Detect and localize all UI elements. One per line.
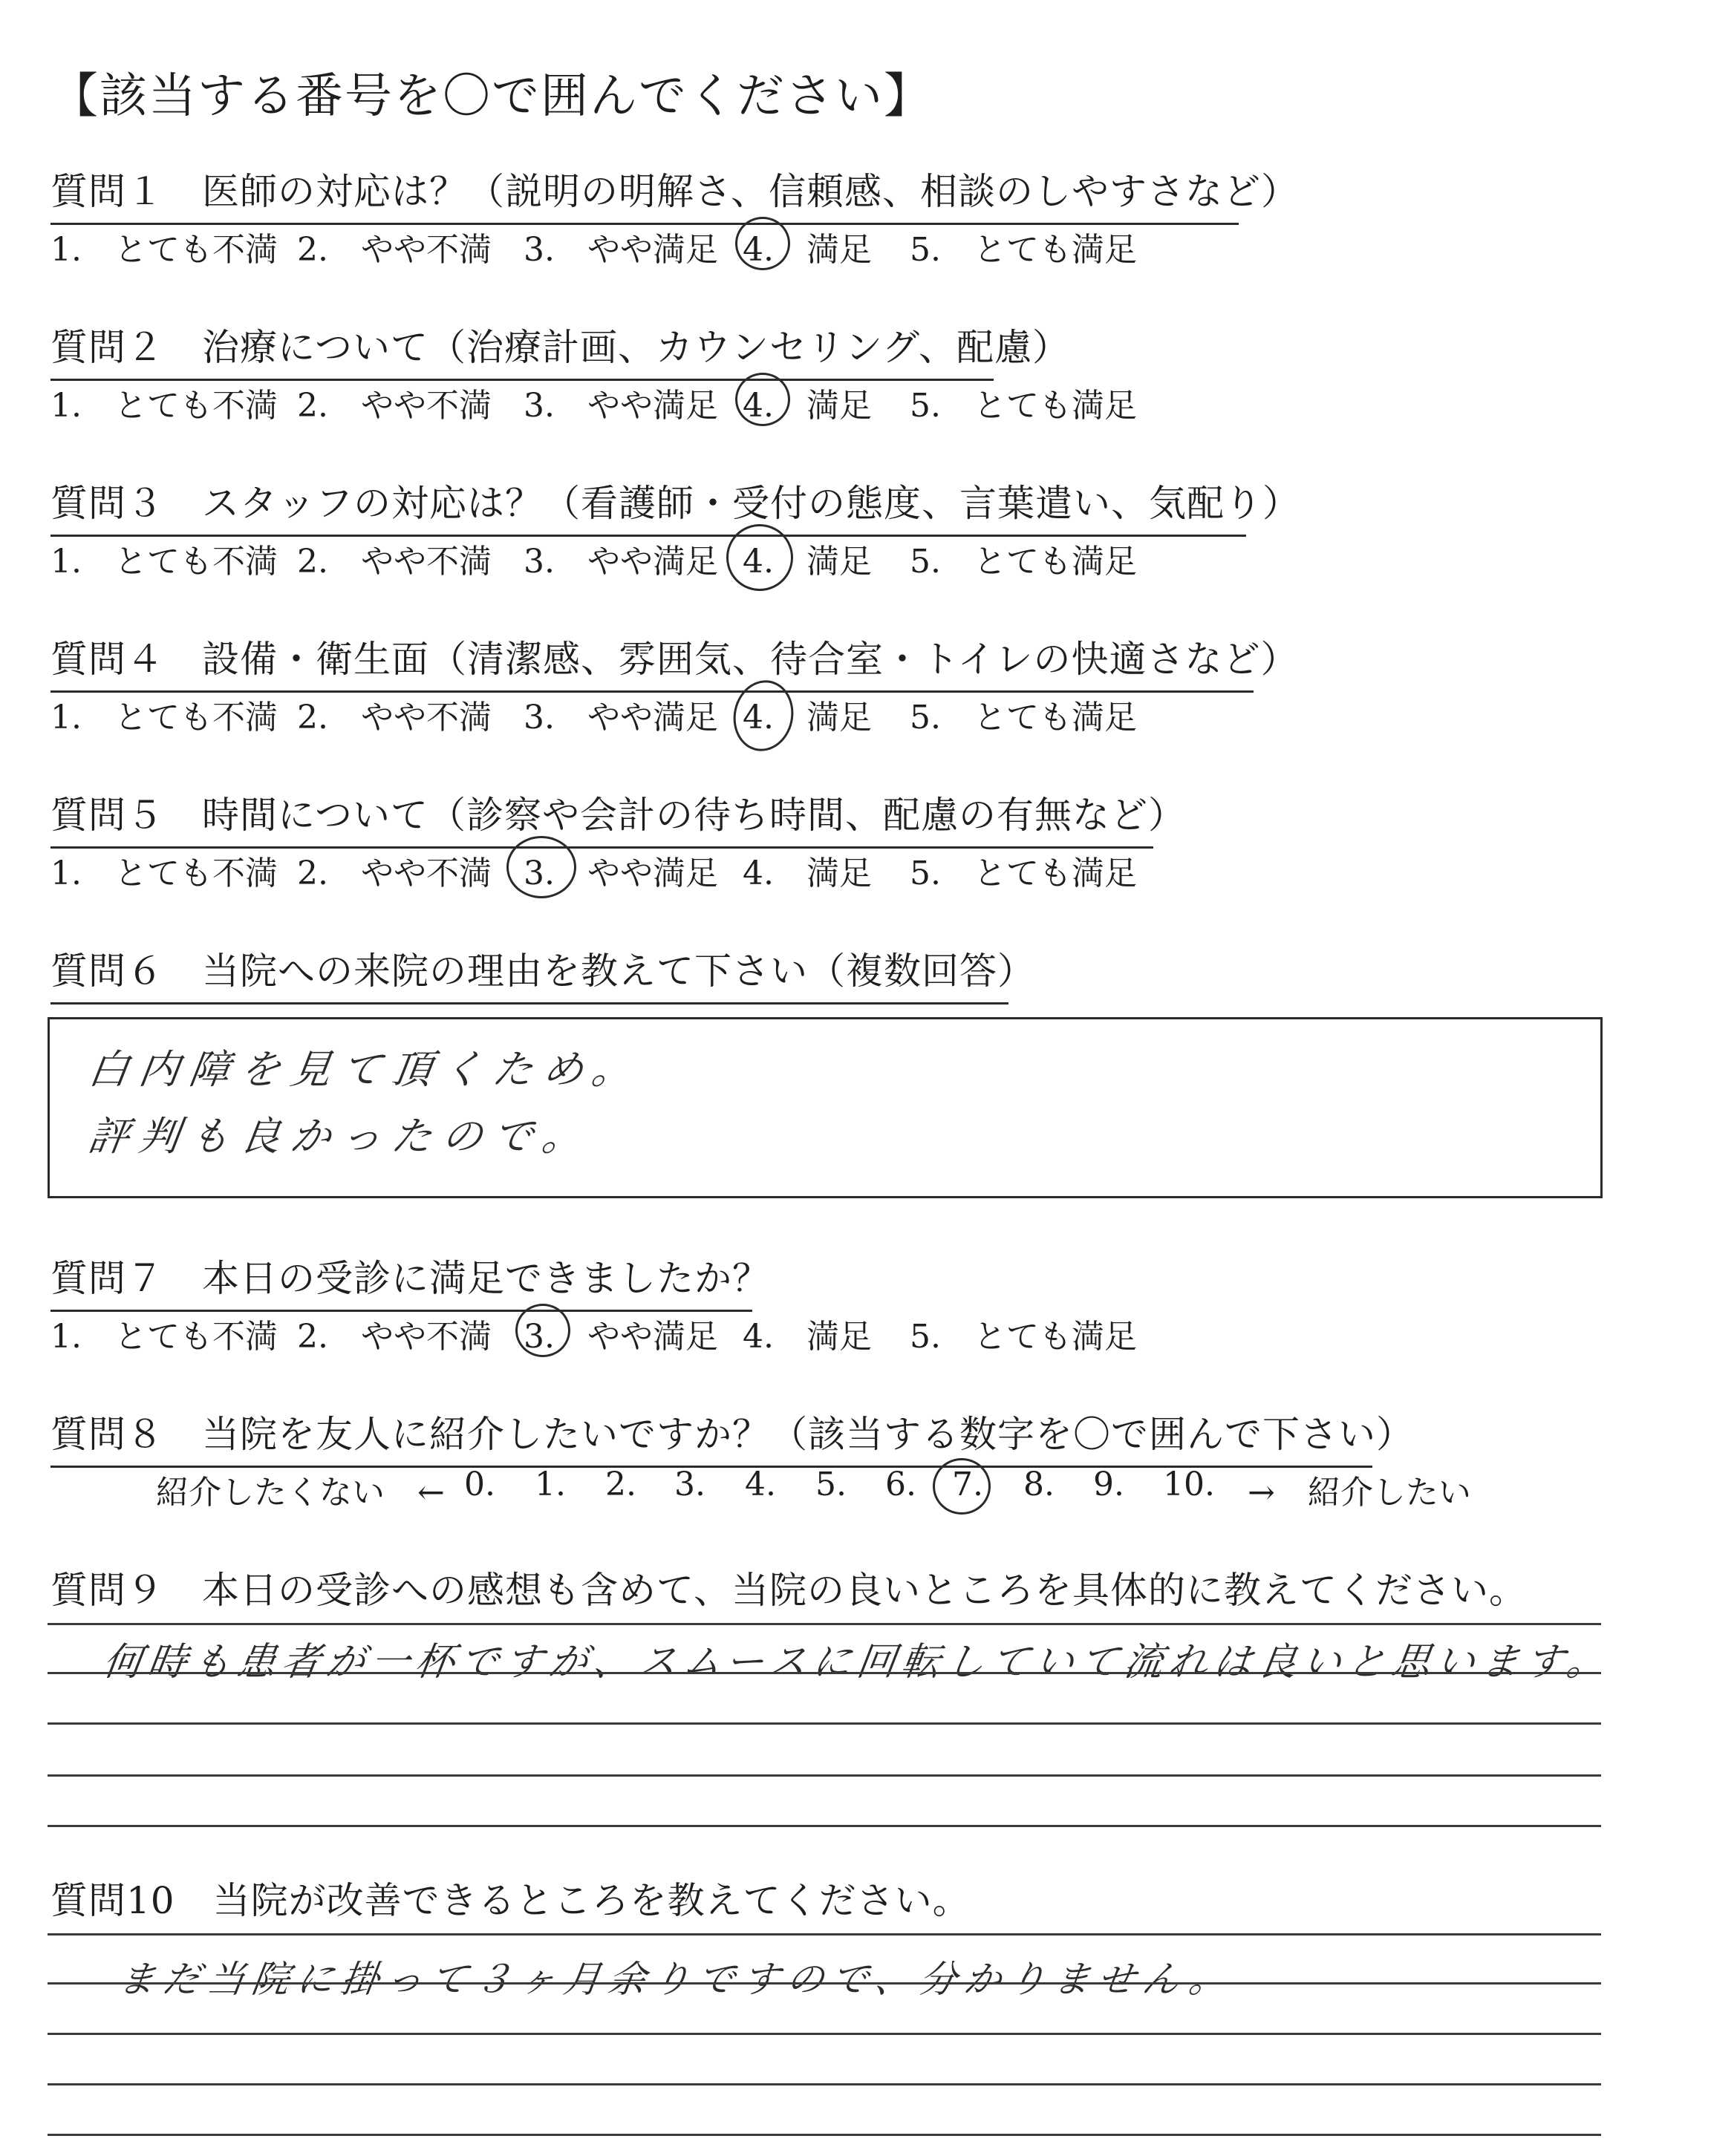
q8-option-0[interactable]: 0. (464, 1466, 495, 1503)
q9-answer-line-1: 何時も患者が一杯ですが、スムースに回転していて流れは良いと思います。 (100, 1640, 1615, 1685)
q4-option-2[interactable]: 2. やや不満 (297, 699, 492, 736)
q7-option-4[interactable]: 4. 満足 (743, 1318, 872, 1356)
question-5-heading: 質問５ 時間について（診察や会計の待ち時間、配慮の有無など） (50, 785, 1153, 849)
q5-option-3[interactable]: 3. やや満足 (524, 855, 718, 892)
q8-selection-circle (933, 1458, 991, 1515)
q8-option-6[interactable]: 6. (885, 1466, 916, 1503)
q2-option-3[interactable]: 3. やや満足 (524, 387, 718, 425)
q6-answer-line-1: 白内障を見て頂くため。 (85, 1046, 646, 1093)
q1-selection-circle (735, 217, 790, 270)
question-3-heading: 質問３ スタッフの対応は？（看護師・受付の態度、言葉遣い、気配り） (50, 474, 1246, 537)
q6-answer-line-2: 評判も良かったので。 (85, 1113, 596, 1160)
q8-option-10[interactable]: 10. (1163, 1466, 1215, 1503)
q8-scale-left-label: 紹介したくない ← (156, 1474, 445, 1512)
q10-ruled-line-3 (48, 2033, 1601, 2035)
q1-option-5[interactable]: 5. とても満足 (910, 231, 1137, 269)
q4-option-5[interactable]: 5. とても満足 (910, 699, 1137, 736)
question-2-heading: 質問２ 治療について（治療計画、カウンセリング、配慮） (50, 318, 994, 381)
q10-answer-line-1: まだ当院に掛って３ヶ月余りですので、分かりません。 (115, 1958, 1237, 2001)
q7-option-1[interactable]: 1. とても不満 (50, 1318, 278, 1356)
q8-option-3[interactable]: 3. (674, 1466, 705, 1503)
question-7-heading: 質問７ 本日の受診に満足できましたか？ (50, 1249, 752, 1312)
q2-option-5[interactable]: 5. とても満足 (910, 387, 1137, 425)
q7-option-3[interactable]: 3. やや満足 (524, 1318, 718, 1356)
q10-ruled-line-4 (48, 2083, 1601, 2085)
q5-selection-circle (506, 836, 576, 898)
q1-option-1[interactable]: 1. とても不満 (50, 231, 278, 269)
page-title: 【該当する番号を〇で囲んでください】 (50, 69, 933, 124)
q8-option-9[interactable]: 9. (1093, 1466, 1124, 1503)
q8-option-2[interactable]: 2. (605, 1466, 636, 1503)
q8-option-7[interactable]: 7. (952, 1466, 983, 1503)
q5-option-1[interactable]: 1. とても不満 (50, 855, 278, 892)
q8-option-5[interactable]: 5. (815, 1466, 847, 1503)
q3-option-4[interactable]: 4. 満足 (743, 543, 872, 581)
q10-ruled-line-2 (48, 1982, 1601, 1984)
q9-ruled-line-4 (48, 1774, 1601, 1777)
q9-ruled-line-1 (48, 1623, 1601, 1625)
question-9-heading: 質問９ 本日の受診への感想も含めて、当院の良いところを具体的に教えてください。 (50, 1569, 1527, 1612)
q3-option-5[interactable]: 5. とても満足 (910, 543, 1137, 581)
q8-option-4[interactable]: 4. (745, 1466, 776, 1503)
q3-option-1[interactable]: 1. とても不満 (50, 543, 278, 581)
q5-option-4[interactable]: 4. 満足 (743, 855, 872, 892)
q1-option-3[interactable]: 3. やや満足 (524, 231, 718, 269)
q2-option-1[interactable]: 1. とても不満 (50, 387, 278, 425)
q4-option-4[interactable]: 4. 満足 (743, 699, 872, 736)
q5-option-5[interactable]: 5. とても満足 (910, 855, 1137, 892)
question-1-heading: 質問１ 医師の対応は？（説明の明解さ、信頼感、相談のしやすさなど） (50, 162, 1239, 225)
q2-selection-circle (735, 373, 790, 426)
q2-option-4[interactable]: 4. 満足 (743, 387, 872, 425)
q3-option-3[interactable]: 3. やや満足 (524, 543, 718, 581)
q1-option-2[interactable]: 2. やや不満 (297, 231, 492, 269)
question-8-heading: 質問８ 当院を友人に紹介したいですか？（該当する数字を〇で囲んで下さい） (50, 1405, 1372, 1468)
question-4-heading: 質問４ 設備・衛生面（清潔感、雰囲気、待合室・トイレの快適さなど） (50, 630, 1254, 693)
q3-option-2[interactable]: 2. やや不満 (297, 543, 492, 581)
q9-ruled-line-2 (48, 1672, 1601, 1674)
q2-option-2[interactable]: 2. やや不満 (297, 387, 492, 425)
q10-ruled-line-5 (48, 2134, 1601, 2136)
question-6-heading: 質問６ 当院への来院の理由を教えて下さい（複数回答） (50, 941, 1008, 1004)
q8-option-8[interactable]: 8. (1023, 1466, 1055, 1503)
q10-ruled-line-1 (48, 1933, 1601, 1936)
q8-option-1[interactable]: 1. (535, 1466, 566, 1503)
q8-scale-right-label: → 紹介したい (1248, 1474, 1471, 1512)
q7-option-2[interactable]: 2. やや不満 (297, 1318, 492, 1356)
q5-option-2[interactable]: 2. やや不満 (297, 855, 492, 892)
q9-ruled-line-3 (48, 1722, 1601, 1725)
q3-selection-circle (726, 524, 793, 591)
q1-option-4[interactable]: 4. 満足 (743, 231, 872, 269)
question-10-heading: 質問10 当院が改善できるところを教えてください。 (50, 1879, 971, 1922)
q7-selection-circle (515, 1304, 570, 1357)
q7-option-5[interactable]: 5. とても満足 (910, 1318, 1137, 1356)
q4-option-3[interactable]: 3. やや満足 (524, 699, 718, 736)
q4-option-1[interactable]: 1. とても不満 (50, 699, 278, 736)
q9-ruled-line-5 (48, 1825, 1601, 1827)
